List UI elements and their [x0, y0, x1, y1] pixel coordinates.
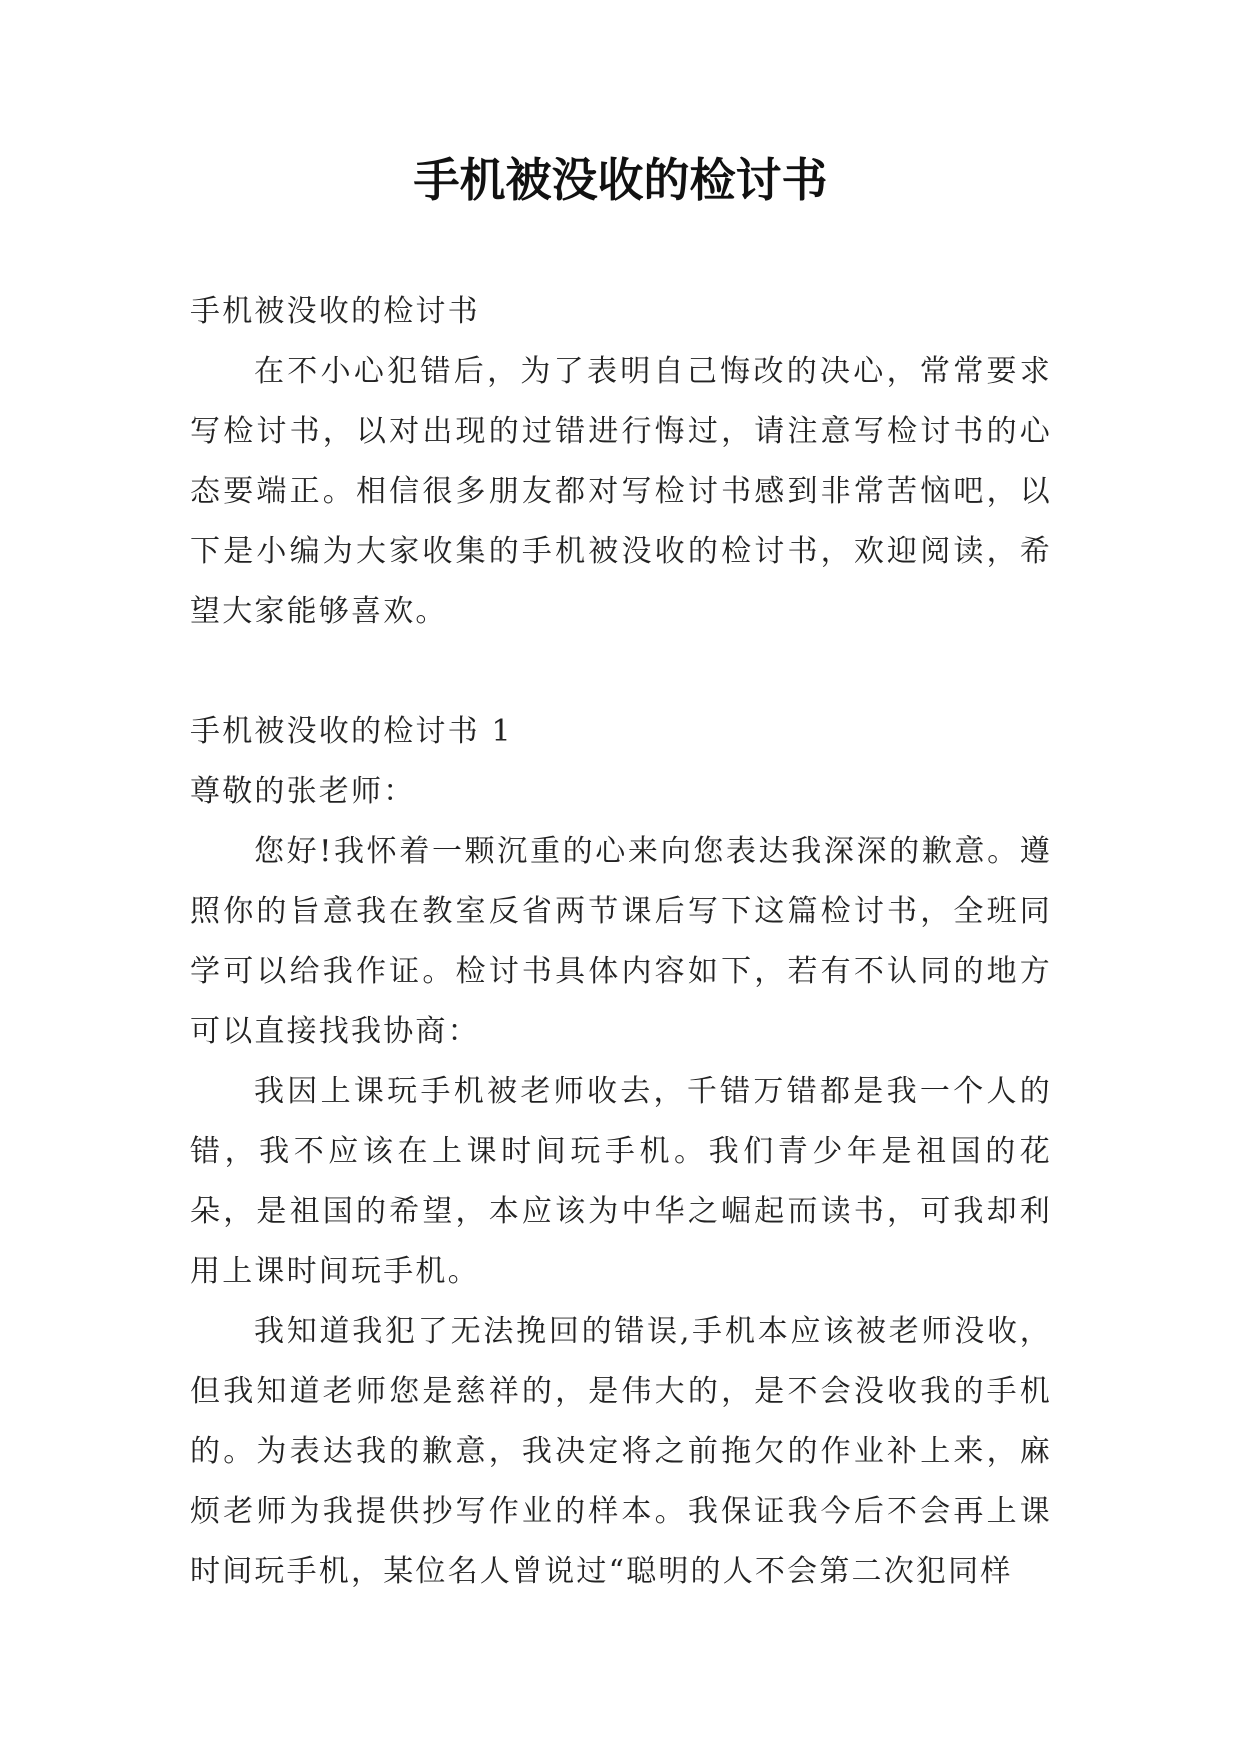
- intro-paragraph: 在不小心犯错后，为了表明自己悔改的决心，常常要求写检讨书，以对出现的过错进行悔过，请注意写检讨书的心态要端正。相信很多朋友都对写检讨书感到非常苦恼吧，以下是小编为大家收集的手机被没收的检讨书，欢迎阅读，希望大家能够喜欢。: [190, 354, 1052, 629]
- section-heading: 手机被没收的检讨书 1: [190, 714, 513, 749]
- section-spacer: [190, 642, 1052, 702]
- body-paragraph: 我知道我犯了无法挽回的错误,手机本应该被老师没收，但我知道老师您是慈祥的，是伟大的，是不会没收我的手机的。为表达我的歉意，我决定将之前拖欠的作业补上来，麻烦老师为我提供抄写作业的样本。我保证我今后不会再上课时间玩手机，某位名人曾说过“聪明的人不会第二次犯同样: [190, 1314, 1052, 1589]
- salutation: 尊敬的张老师：: [190, 774, 416, 809]
- body-paragraph: 我因上课玩手机被老师收去，千错万错都是我一个人的错，我不应该在上课时间玩手机。我们青少年是祖国的花朵，是祖国的希望，本应该为中华之崛起而读书，可我却利用上课时间玩手机。: [190, 1074, 1052, 1289]
- document-body: [190, 282, 1052, 1602]
- document-title: 手机被没收的检讨书: [413, 153, 828, 207]
- intro-heading: 手机被没收的检讨书: [190, 294, 480, 329]
- body-paragraph: 您好!我怀着一颗沉重的心来向您表达我深深的歉意。遵照你的旨意我在教室反省两节课后写下这篇检讨书，全班同学可以给我作证。检讨书具体内容如下，若有不认同的地方可以直接找我协商：: [190, 834, 1052, 1049]
